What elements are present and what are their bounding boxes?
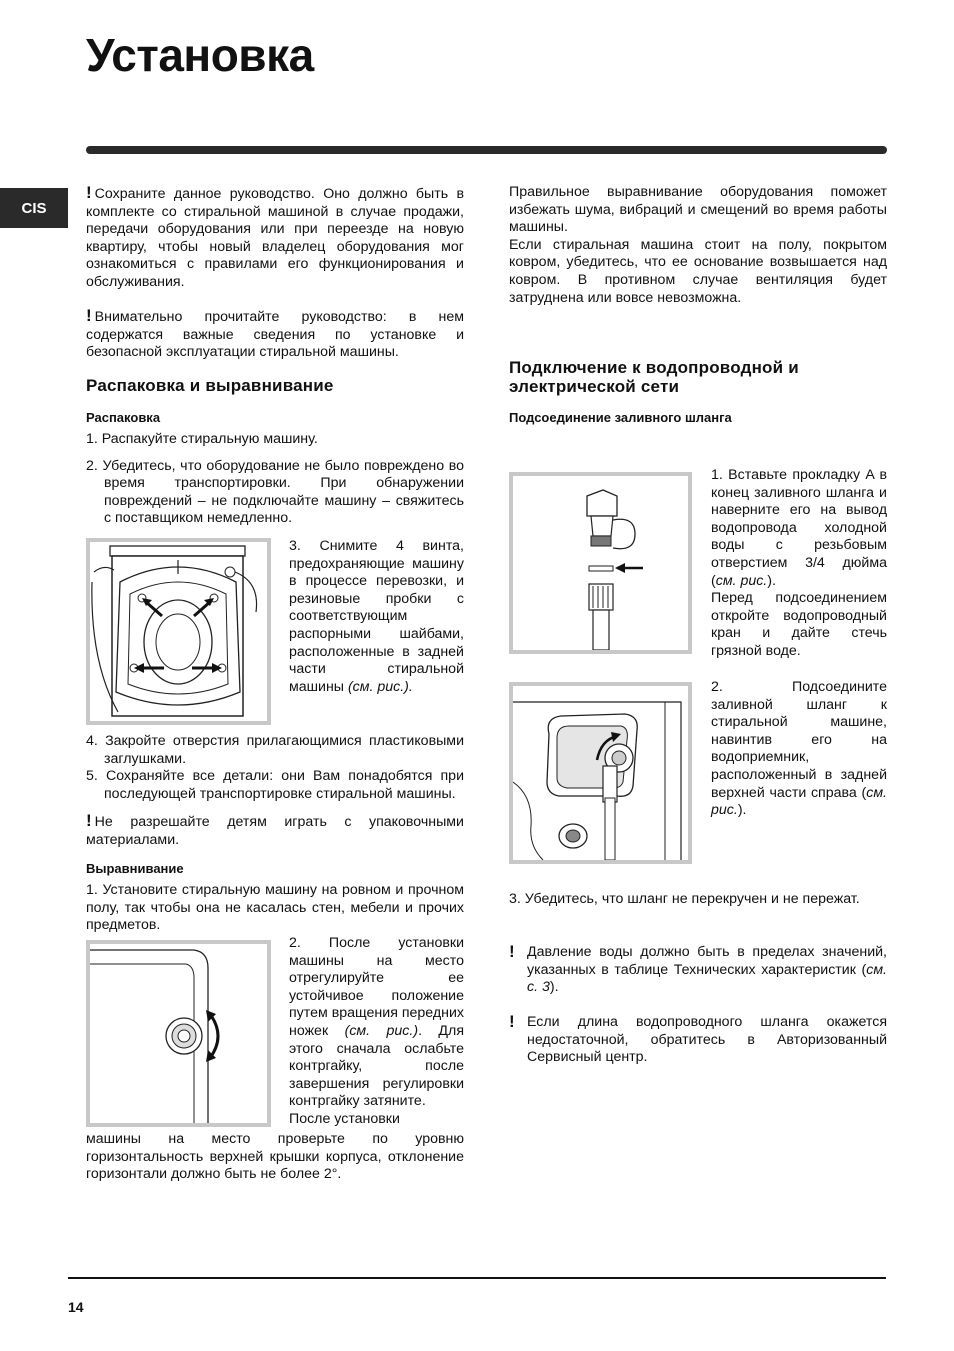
- hose-step-3: 3. Убедитесь, что шланг не перекручен и не пережат.: [509, 891, 860, 907]
- washing-machine-back-illustration: [86, 538, 271, 725]
- list-item: 5. Сохраняйте все детали: они Вам понадобятся при последующей транспортировке стиральной машины.: [86, 768, 464, 802]
- list-item: 1. Распакуйте стиральную машину.: [86, 431, 318, 447]
- level-step-2: 2. После установки машины на место отрегулируйте ее устойчивое положение путем вращения передних ножек (см. рис.). Для этого сначала ослабьте контргайку, после завершения регулировки контргайку затяните. После установки: [289, 935, 464, 1127]
- section-connection: Подключение к водопроводной и электрической сети: [509, 358, 799, 396]
- note-keep-manual: ! Сохраните данное руководство. Оно должно быть в комплекте со стиральной машиной в случае продажи, передачи оборудования или при переезде на новую квартиру, чтобы новый владелец оборудования мог ознакомиться с правилами его функционирования и обслуживания.: [86, 183, 464, 290]
- unpack-steps-1-2: [86, 431, 464, 528]
- list-item: 4. Закройте отверстия прилагающимися пластиковыми заглушками.: [86, 733, 464, 767]
- unpack-step-3: 3. Снимите 4 винта, предохраняющие машину в процессе перевозки, и резиновые пробки с соответствующим распорными шайбами, расположенные в задней части стиральной машины (см. рис.).: [289, 538, 464, 695]
- hose-step-2: 2. Подсоедините заливной шланг к стиральной машине, навинтив его на водоприемник, расположенный в задней верхней части справа (см. рис.).: [711, 679, 887, 819]
- adjustable-foot-illustration: [86, 940, 271, 1127]
- title-divider: [86, 146, 887, 154]
- page-number: 14: [68, 1299, 84, 1315]
- note-pressure: Давление воды должно быть в пределах значений, указанных в таблице Технических характеристик (см. с. 3).: [527, 944, 887, 996]
- subsection-level: Выравнивание: [86, 861, 184, 876]
- note-read-manual: ! Внимательно прочитайте руководство: в нем содержатся важные сведения по установке и безопасной эксплуатации стиральной машины.: [86, 306, 464, 361]
- note-hose-length: Если длина водопроводного шланга окажется недостаточной, обратитесь в Авторизованный Сервисный центр.: [527, 1014, 887, 1066]
- section-unpack-level: Распаковка и выравнивание: [86, 376, 334, 395]
- hose-step-1: 1. Вставьте прокладку A в конец заливного шланга и наверните его на вывод водопровода холодной воды с резьбовым отверстием 3/4 дюйма (см. рис.). Перед подсоединением откройте водопроводный кран и дайте стечь грязной воде.: [711, 467, 887, 659]
- level-intro: Правильное выравнивание оборудования поможет избежать шума, вибраций и смещений во время работы машины. Если стиральная машина стоит на полу, покрытом ковром, убедитесь, что ее основание возвышается над ковром. В противном случае вентиляция будет затруднена или вовсе невозможна.: [509, 184, 887, 306]
- language-tab: CIS: [0, 188, 68, 228]
- list-item: 2. Убедитесь, что оборудование не было повреждено во время транспортировки. При обнаружении повреждений – не подключайте машину – свяжитесь с поставщиком немедленно.: [86, 457, 464, 527]
- level-step-1: 1. Установите стиральную машину на ровном и прочном полу, так чтобы она не касалась стен, мебели и прочих предметов.: [86, 882, 464, 934]
- tap-hose-illustration: [509, 472, 692, 654]
- warning-icon: !: [509, 942, 515, 961]
- subsection-unpack: Распаковка: [86, 410, 161, 425]
- note-children: ! Не разрешайте детям играть с упаковочными материалами.: [86, 811, 464, 848]
- subsection-hose: Подсоединение заливного шланга: [509, 410, 732, 425]
- hose-connection-illustration: [509, 682, 692, 864]
- page-title: Установка: [86, 29, 314, 81]
- footer-divider: [68, 1277, 886, 1279]
- unpack-steps-4-5: [86, 733, 464, 803]
- warning-icon: !: [509, 1012, 515, 1031]
- level-step-2-cont: машины на место проверьте по уровню горизонтальность верхней крышки корпуса, отклонение горизонтали должно быть не более 2°.: [86, 1131, 464, 1183]
